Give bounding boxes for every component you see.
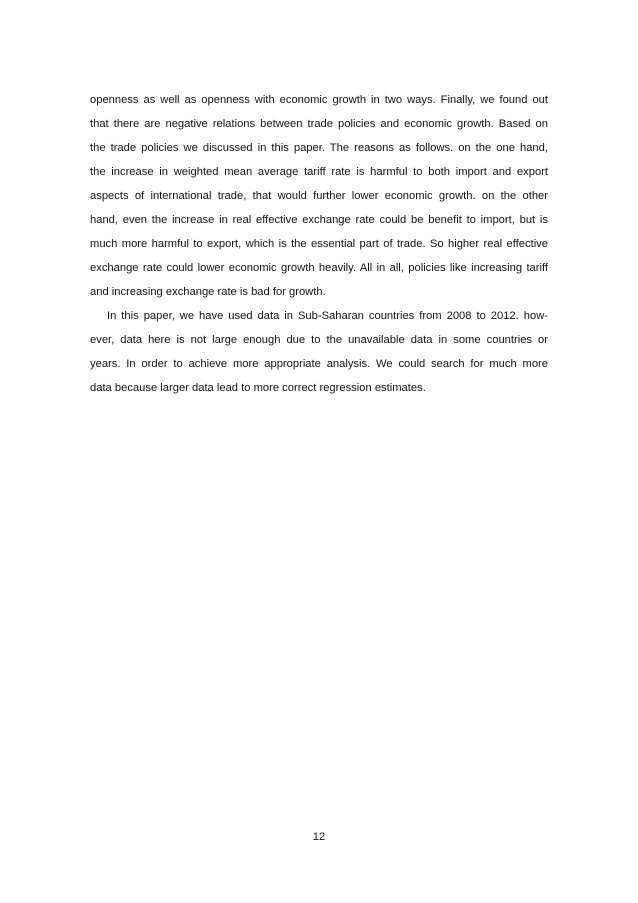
body-text (90, 88, 548, 400)
text-line: years. In order to achieve more appropriate analysis. We could search for much more (90, 358, 548, 370)
text-line: the increase in weighted mean average tariff rate is harmful to both import and export (90, 166, 548, 178)
page-number: 12 (312, 831, 326, 843)
text-line: exchange rate could lower economic growth heavily. All in all, policies like increasing tariff (90, 262, 548, 274)
text-line: hand, even the increase in real effective exchange rate could be benefit to import, but is (90, 214, 548, 226)
text-line: much more harmful to export, which is the essential part of trade. So higher real effective (90, 238, 548, 250)
text-line: ever, data here is not large enough due to the unavailable data in some countries or (90, 334, 548, 346)
text-line: that there are negative relations between trade policies and economic growth. Based on (90, 118, 548, 130)
text-line: openness as well as openness with economic growth in two ways. Finally, we found out (90, 94, 548, 106)
text-line: In this paper, we have used data in Sub-Saharan countries from 2008 to 2012. how- (107, 310, 548, 322)
text-line: and increasing exchange rate is bad for growth. (90, 286, 326, 298)
text-line: data because larger data lead to more correct regression estimates. (90, 382, 426, 394)
text-line: aspects of international trade, that would further lower economic growth. on the other (90, 190, 548, 202)
text-line: the trade policies we discussed in this paper. The reasons as follows. on the one hand, (90, 142, 548, 154)
paragraph-2 (90, 304, 548, 400)
paragraph-1 (90, 88, 548, 304)
